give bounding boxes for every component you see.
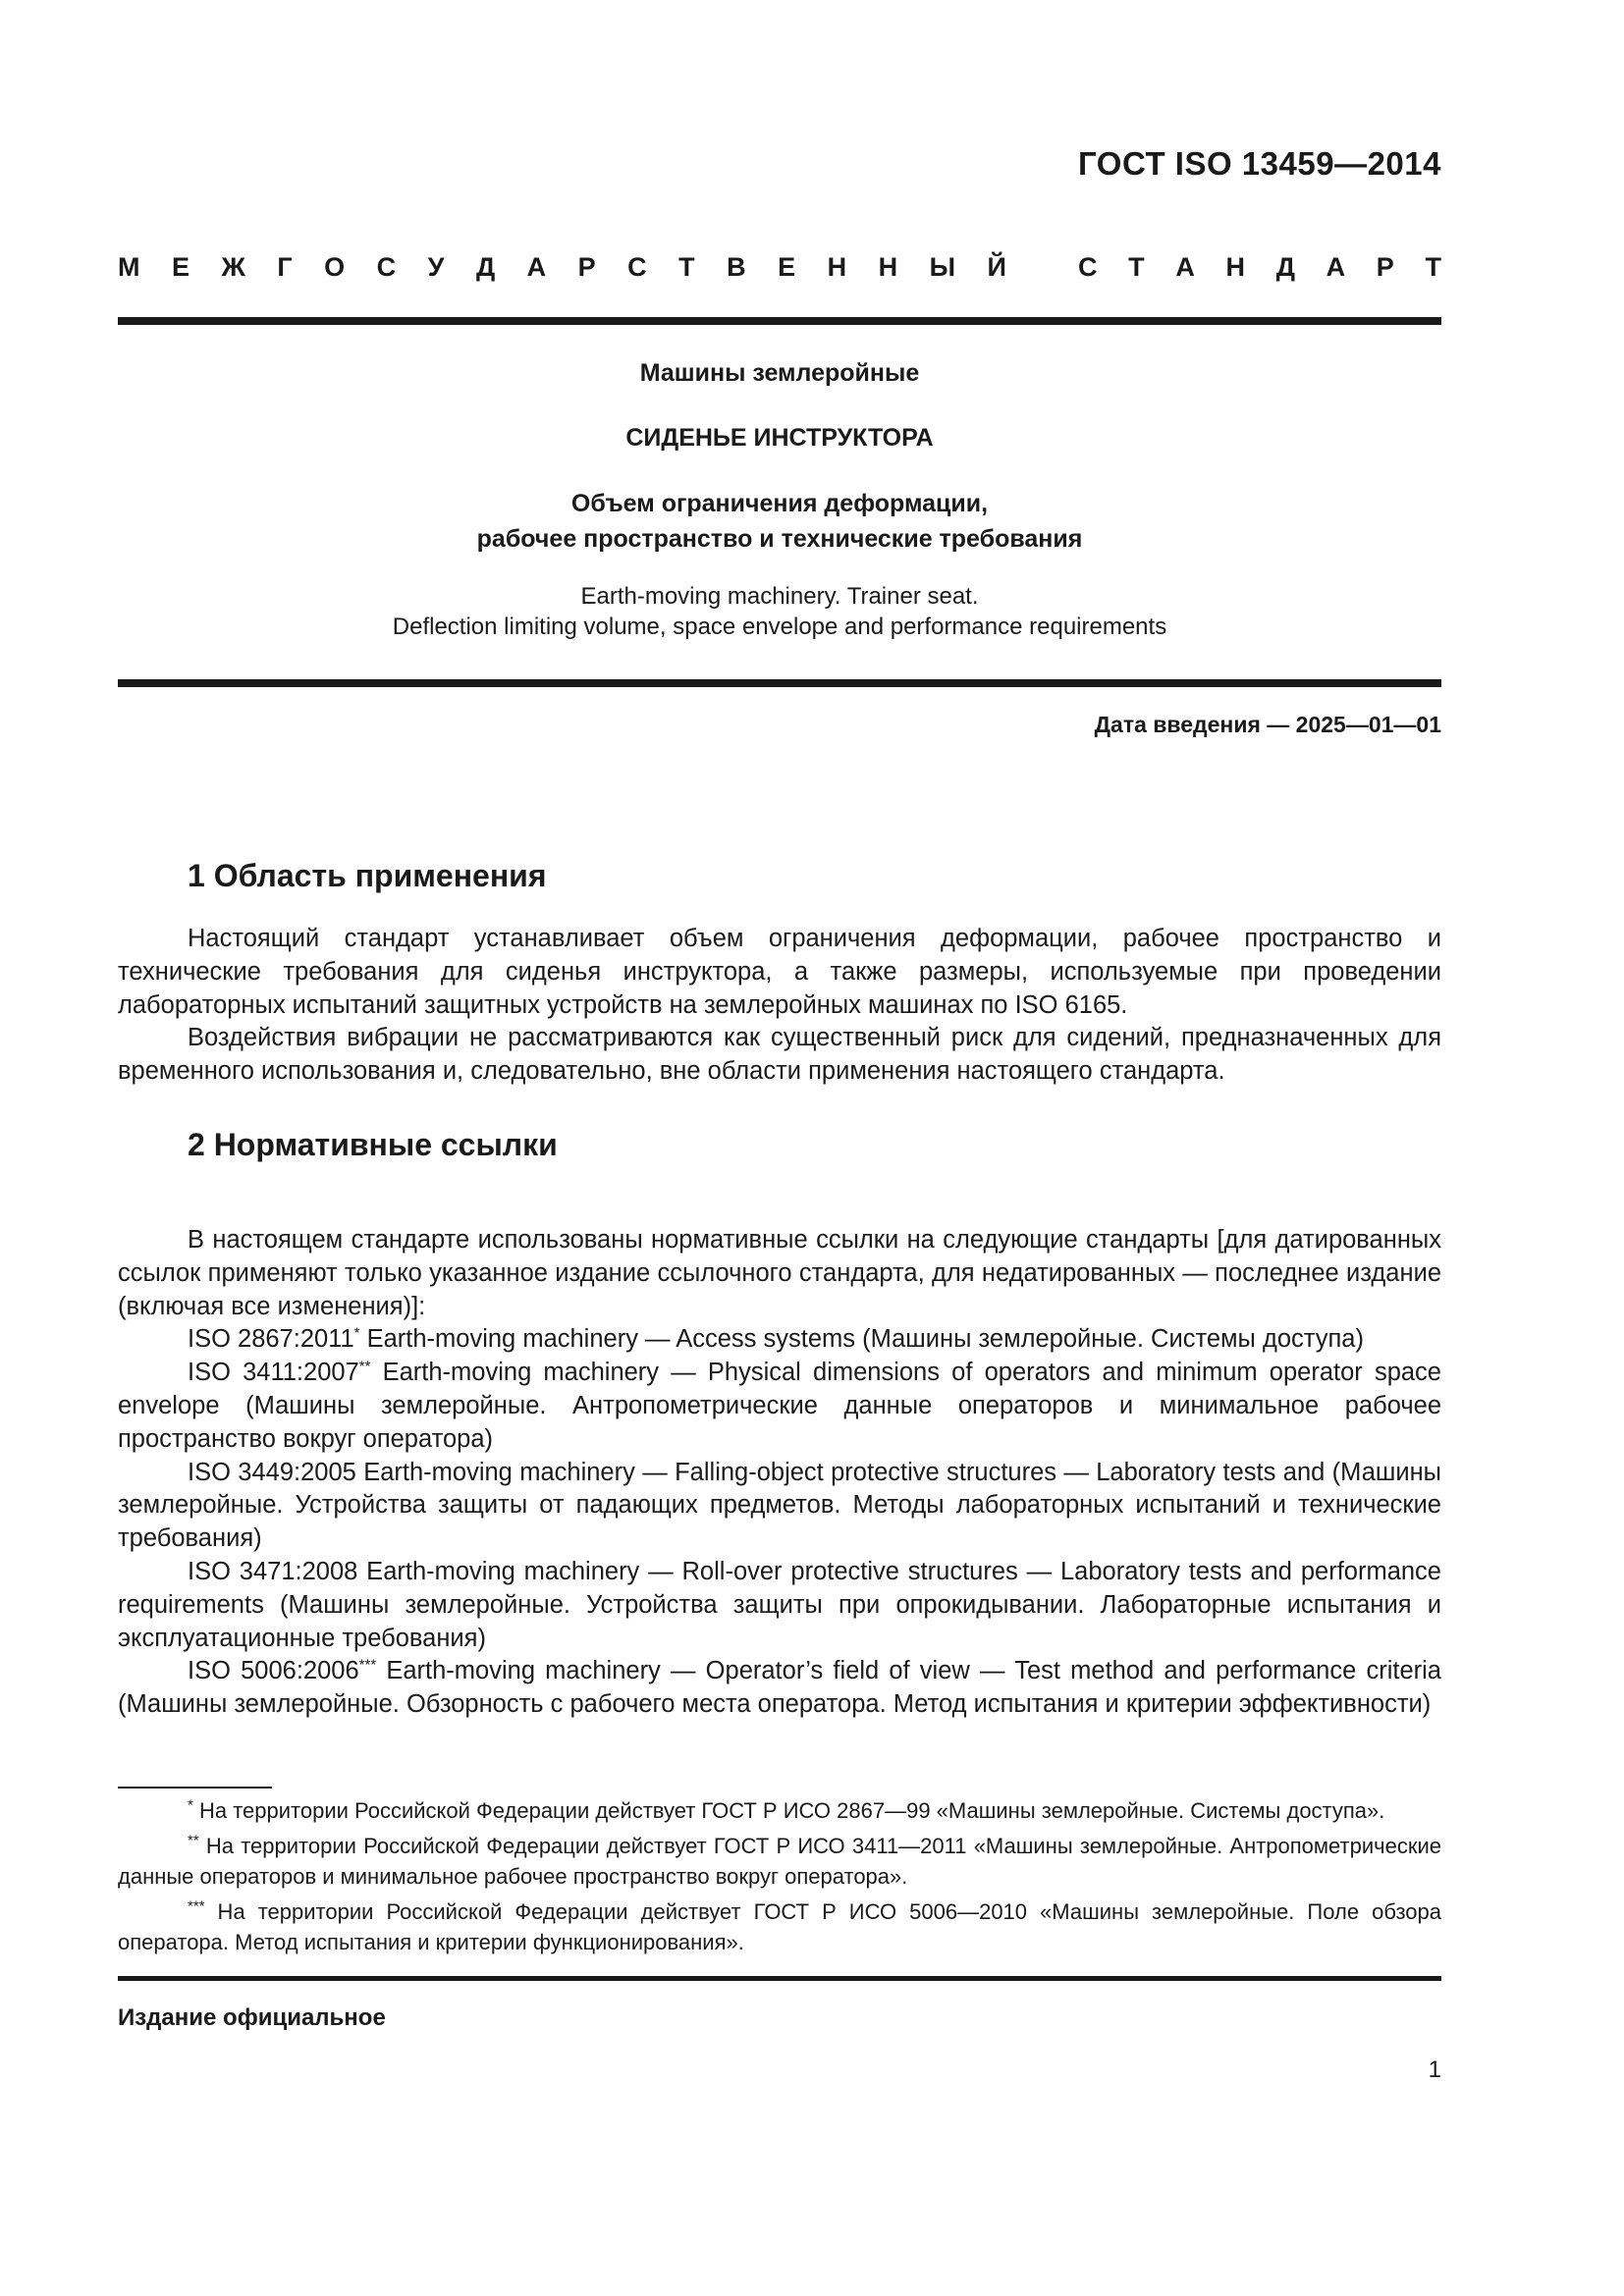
section-2-intro: В настоящем стандарте использованы нормативные ссылки на следующие стандарты [для датированных ссылок применяют только указанное издание ссылочного стандарта, для недатированных — последнее издание (включая все изменения)]: — [118, 1226, 1441, 1320]
section-2-body — [118, 1224, 1441, 1722]
banner-letter: Ж — [221, 252, 245, 282]
introduction-date: Дата введения — 2025—01—01 — [1094, 712, 1441, 737]
banner-word-interstate — [118, 252, 1006, 283]
footnote-mark: ** — [188, 1832, 199, 1849]
reference-code: ISO 3449:2005 — [188, 1458, 356, 1486]
banner-letter: Р — [1376, 252, 1394, 282]
banner-letter: Н — [827, 252, 847, 282]
standard-number: ГОСТ ISO 13459—2014 — [1078, 145, 1441, 182]
section-1-paragraph: Настоящий стандарт устанавливает объем ограничения деформации, рабочее пространство и технические требования для сиденья инструктора, а также размеры, используемые при проведении лабораторных испытаний защитных устройств на землеройных машинах по ISO 6165. — [118, 925, 1441, 1019]
footnote — [118, 1831, 1441, 1892]
banner-letter: Д — [1275, 252, 1295, 282]
banner-letter: Н — [1225, 252, 1246, 282]
banner-letter: С — [1078, 252, 1098, 282]
footnote-text: На территории Российской Федерации действует ГОСТ Р ИСО 3411—2011 «Машины землеройные. Антропометрические данные операторов и минимальное рабочее пространство вокруг оператора». — [118, 1834, 1441, 1889]
english-title-line-b: Deflection limiting volume, space envelope and performance requirements — [392, 614, 1167, 640]
banner-letter: С — [376, 252, 397, 282]
section-2-heading: 2 Нормативные ссылки — [188, 1127, 558, 1162]
page-number: 1 — [1428, 2056, 1441, 2083]
section-1-heading: 1 Область применения — [188, 858, 547, 893]
footnote-text: На территории Российской Федерации действует ГОСТ Р ИСО 5006—2010 «Машины землеройные. Поле обзора оператора. Метод испытания и критерии функционирования». — [118, 1899, 1441, 1954]
reference-code: ISO 3471:2008 — [188, 1557, 358, 1585]
footnote — [118, 1795, 1441, 1826]
reference-item — [118, 1323, 1441, 1357]
footnote — [118, 1896, 1441, 1957]
edition-label: Издание официальное — [118, 2004, 386, 2031]
reference-text: Earth-moving machinery — Falling-object protective structures — Laboratory tests and (Машины землеройные. Устройства защиты от падающих предметов. Методы лабораторных испытаний и технические требования) — [118, 1458, 1441, 1553]
banner-letter: Ы — [929, 252, 956, 282]
title-subtitle — [118, 486, 1441, 557]
subtitle-line-a: Объем ограничения деформации, — [570, 490, 989, 517]
banner-letter: Д — [475, 252, 496, 282]
reference-code: ISO 2867:2011 — [188, 1325, 354, 1354]
title-line-1: Машины землеройные — [639, 359, 920, 387]
footnote-mark: * — [353, 1324, 360, 1342]
banner-letter: М — [118, 252, 140, 282]
banner-letter: В — [727, 252, 746, 282]
banner-letter: Е — [778, 252, 796, 282]
banner-letter: Г — [277, 252, 293, 282]
banner-letter: Т — [678, 252, 695, 282]
banner-letter: Р — [577, 252, 596, 282]
reference-text: Earth-moving machinery — Physical dimensions of operators and minimum operator space envelope (Машины землеройные. Антропометрические данные операторов и минимальное рабочее пространство вокруг оператора) — [118, 1359, 1441, 1453]
english-title-line-a: Earth-moving machinery. Trainer seat. — [580, 583, 979, 610]
banner-letter: А — [526, 252, 547, 282]
reference-item — [118, 1556, 1441, 1655]
footnotes — [118, 1795, 1441, 1962]
banner-letter: А — [1175, 252, 1195, 282]
footnote-mark: ** — [358, 1358, 371, 1375]
reference-item — [118, 1457, 1441, 1556]
banner-word-standard — [1078, 252, 1441, 283]
banner-letter: О — [324, 252, 346, 282]
reference-item — [118, 1357, 1441, 1456]
top-rule — [118, 317, 1441, 325]
subtitle-line-b: рабочее пространство и технические требования — [476, 525, 1083, 553]
banner-letter: А — [1326, 252, 1346, 282]
footnote-mark: *** — [358, 1656, 377, 1674]
footnote-separator — [118, 1787, 272, 1789]
footnote-text: На территории Российской Федерации действует ГОСТ Р ИСО 2867—99 «Машины землеройные. Системы доступа». — [192, 1798, 1385, 1823]
section-1-body — [118, 923, 1441, 1089]
standard-type-banner — [118, 252, 1441, 283]
reference-text: Earth-moving machinery — Operator’s field of view — Test method and performance criteria (Машины землеройные. Обзорность с рабочего места оператора. Метод испытания и критерии эффективности) — [118, 1657, 1441, 1719]
banner-letter: Т — [1128, 252, 1145, 282]
reference-text: Earth-moving machinery — Access systems (Машины землеройные. Системы доступа) — [359, 1325, 1364, 1354]
title-bottom-rule — [118, 679, 1441, 687]
reference-item — [118, 1655, 1441, 1722]
english-title — [118, 581, 1441, 642]
banner-letter: Т — [1425, 252, 1441, 282]
section-1-paragraph: Воздействия вибрации не рассматриваются как существенный риск для сидений, предназначенных для временного использования и, следовательно, вне области применения настоящего стандарта. — [118, 1024, 1441, 1086]
banner-letter: У — [427, 252, 445, 282]
banner-letter: Е — [171, 252, 189, 282]
reference-code: ISO 5006:2006 — [188, 1657, 359, 1685]
footnote-mark: *** — [188, 1897, 205, 1915]
reference-text: Earth-moving machinery — Roll-over protective structures — Laboratory tests and performance requirements (Машины землеройные. Устройства защиты при опрокидывании. Лабораторные испытания и эксплуатационные требования) — [118, 1557, 1441, 1652]
footnote-mark: * — [188, 1796, 193, 1814]
title-line-2: СИДЕНЬЕ ИНСТРУКТОРА — [625, 424, 934, 452]
banner-letter: С — [627, 252, 647, 282]
banner-letter: Й — [987, 252, 1006, 282]
banner-letter: Н — [878, 252, 898, 282]
bottom-rule — [118, 1976, 1441, 1981]
reference-code: ISO 3411:2007 — [188, 1359, 359, 1387]
